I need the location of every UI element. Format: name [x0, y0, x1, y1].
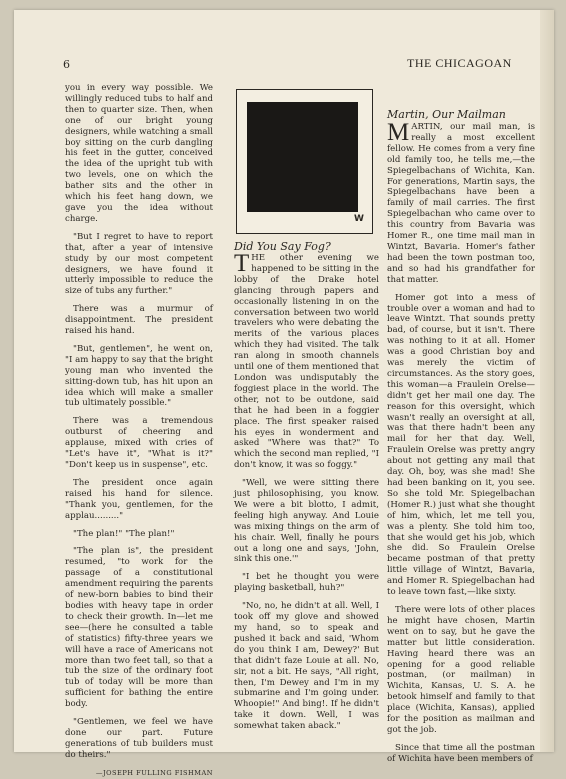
- paragraph: There was a murmur of disappointment. The president raised his hand.: [65, 304, 213, 337]
- paragraph: There was a tremendous outburst of cheering and applause, mixed with cries of "Let's have it", "What is it?" "Don't keep us in suspense", etc.: [65, 416, 213, 470]
- paragraph: Homer got into a mess of trouble over a woman and had to leave Wintzt. That sounds pretty bad, of course, but it isn't. There was nothing to it at all. Homer was a good Christian boy and was merely the victim of circumstances. As the story goes, this woman—a Fraulein Orelse—didn't get her mail one day. The reason for this oversight, which wasn't really an oversight at all, was that there hadn't been any mail for her that day. Well, Fraulein Orelse was pretty angry about not getting any mail that day. Oh, boy, was she mad! She had been banking on it, you see. So she told Mr. Spiegelbachan (Homer R.) just what she thought of him, which, let me tell you, was a plenty. She told him too, that she would get his job, which she did. So Fraulein Orelse became postman of that pretty little village of Wintzt, Bavaria, and Homer R. Spiegelbachan had to leave town fast,—like sixty.: [387, 292, 535, 598]
- author-byline: —JOSEPH FULLING FISHMAN: [95, 768, 213, 777]
- black-square-illustration: [247, 102, 358, 212]
- page-number: 6: [63, 58, 70, 71]
- paragraph-text: ARTIN, our mail man, is really a most excellent fellow. He comes from a very fine old family too, he tells me,—the Spiegelbachans of Wichita, Kan. For generations, Martin says, the Spiegelbachans have been a family of mail carries. The first Spiegelbachan who came over to this country from Bavaria was Homer R., one time mail man in Wintzt, Bavaria. Homer's father had been the town postman too, and so had his grandfather for that matter.: [387, 122, 535, 285]
- paragraph: "But, gentlemen", he went on, "I am happy to say that the bright young man who invented the sitting-down tub, has hit upon an idea which will make a smaller tub ultimately possible.": [65, 343, 213, 409]
- fog-story-heading: Did You Say Fog?: [234, 240, 331, 253]
- paragraph-text: HE other evening we happened to be sitting in the lobby of the Drake hotel glancing through papers and occasionally listening in on the conversation between two world travelers who were debating the merits of the various places which they had visited. The talk ran along in smooth channels until one of them mentioned that London was undisputably the foggiest place in the world. The other, not to be outdone, said that he had been in a foggier place. The first speaker raised his eyes in wonderment and asked "Where was that?" To which the second man replied, "I don't know, it was so foggy.": [234, 253, 379, 471]
- running-head: THE CHICAGOAN: [407, 56, 512, 70]
- drop-cap: M: [387, 119, 410, 146]
- paragraph: "The plan is", the president resumed, "to work for the passage of a constitutional amendment requiring the parents of new-born babies to bind their bodies with heavy tape in order to check their growth. In—let me see—(here he consulted a table of statistics) fifty-three years we will have a race of Americans not more than two feet tall, so that a tub the size of the ordinary foot tub of today will be more than sufficient for bathing the entire body.: [65, 546, 213, 710]
- magazine-page: [14, 10, 554, 777]
- paragraph: The president once again raised his hand for silence. "Thank you, gentlemen, for the applau.........": [65, 477, 213, 521]
- column-left: [65, 83, 213, 779]
- page-spine-shadow: [540, 10, 554, 752]
- paragraph: "But I regret to have to report that, after a year of intensive study by our most competent designers, we have found it utterly impossible to reduce the size of tubs any further.": [65, 231, 213, 297]
- column-middle: [234, 250, 379, 739]
- artist-monogram: W: [354, 214, 364, 224]
- column-right: [387, 119, 535, 772]
- paragraph: There were lots of other places he might have chosen, Martin went on to say, but he gave the matter but little consideration. Having heard there was an opening for a good reliable postman, (or mailman) in Wichita, Kansas, U. S. A. he betook himself and family to that place (Wichita, Kansas), applied for the position as mailman and got the job.: [387, 604, 535, 735]
- illustration-frame: [236, 89, 373, 234]
- paragraph: "Well, we were sitting there just philosophising, you know. We were a bit blotto, I admit, feeling high anyway. And Louie was mixing things on the arm of his chair. Well, finally he pours out a long one and says, 'John, sink this one.'": [234, 478, 379, 565]
- mailman-story-heading: Martin, Our Mailman: [387, 108, 506, 121]
- paragraph: "The plan!" "The plan!": [73, 528, 175, 539]
- paragraph: "I bet he thought you were playing basketball, huh?": [234, 572, 379, 594]
- drop-cap: T: [234, 250, 250, 277]
- paragraph: you in every way possible. We willingly reduced tubs to half and then to quarter size. Then, when one of our bright young designers, while watching a small boy sitting on the curb dangling his feet in the gutter, conceived the idea of the upright tub with two levels, one on which the bather sits and the other in which his feet hang down, we gave you the idea without charge.: [65, 83, 213, 224]
- paragraph: [387, 119, 535, 286]
- paragraph: Since that time all the postman of Wichita have been members of: [387, 742, 535, 764]
- paragraph: [234, 250, 379, 471]
- paragraph: "Gentlemen, we feel we have done our part. Future generations of tub builders must do theirs.": [65, 717, 213, 760]
- paragraph: "No, no, he didn't at all. Well, I took off my glove and showed my hand, so to speak and pushed it back and said, 'Whom do you think I am, Dewey?' But that didn't faze Louie at all. No, sir, not a bit. He says, "All right, then, I'm Dewey and I'm in my submarine and I'm going under. Whoopie!" And bing!. If he didn't take it down. Well, I was somewhat taken aback.": [234, 601, 379, 732]
